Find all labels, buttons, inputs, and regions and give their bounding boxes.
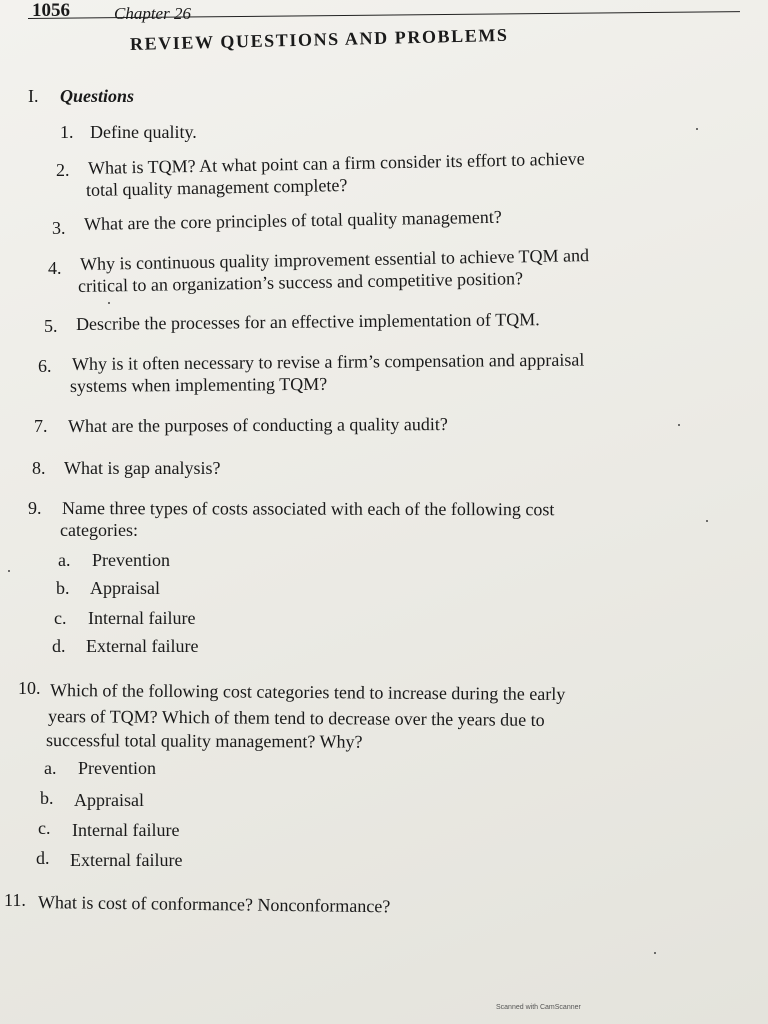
sub-item-letter: b. bbox=[56, 578, 70, 598]
sub-item-letter: c. bbox=[38, 818, 51, 838]
sub-item-text: External failure bbox=[70, 850, 183, 870]
sub-item-letter: c. bbox=[54, 608, 67, 628]
sub-item-text: Internal failure bbox=[72, 820, 180, 840]
sub-item-letter: a. bbox=[44, 758, 57, 778]
question-number: 4. bbox=[48, 258, 62, 278]
scan-speck bbox=[654, 952, 656, 954]
sub-item-letter: b. bbox=[40, 788, 54, 808]
sub-item-text: Prevention bbox=[92, 550, 170, 570]
question-text: What are the purposes of conducting a quality audit? bbox=[67, 414, 448, 436]
question-text: systems when implementing TQM? bbox=[69, 373, 328, 396]
scan-speck bbox=[696, 128, 698, 130]
question-text: Which of the following cost categories tend to increase during the early bbox=[49, 680, 566, 705]
question-number: 10. bbox=[18, 678, 41, 698]
section-numeral: I. bbox=[28, 86, 39, 106]
page-number: 1056 bbox=[32, 0, 70, 21]
question-text: What is TQM? At what point can a firm consider its effort to achieve bbox=[87, 148, 585, 178]
sub-item-text: External failure bbox=[86, 636, 199, 656]
question-text: Why is continuous quality improvement essential to achieve TQM and bbox=[79, 245, 590, 274]
question-text: What is cost of conformance? Nonconformance? bbox=[37, 892, 391, 917]
question-number: 3. bbox=[52, 218, 66, 238]
sub-item-text: Prevention bbox=[78, 758, 156, 778]
sub-item-text: Internal failure bbox=[88, 608, 196, 628]
sub-item-letter: a. bbox=[58, 550, 71, 570]
question-text: critical to an organization’s success and competitive position? bbox=[77, 268, 524, 296]
scan-speck bbox=[706, 520, 708, 522]
question-text: What are the core principles of total quality management? bbox=[83, 206, 502, 234]
scanner-watermark: Scanned with CamScanner bbox=[496, 1004, 581, 1011]
question-number: 9. bbox=[28, 498, 42, 518]
question-text: What is gap analysis? bbox=[64, 458, 221, 478]
section-heading bbox=[28, 86, 134, 107]
sub-item-text: Appraisal bbox=[74, 790, 144, 810]
section-title: Questions bbox=[60, 86, 135, 106]
sub-item-text: Appraisal bbox=[90, 578, 160, 598]
sub-item-letter: d. bbox=[36, 848, 50, 868]
question-text: categories: bbox=[60, 520, 138, 540]
question-text: successful total quality management? Why? bbox=[45, 730, 363, 752]
question-text: Why is it often necessary to revise a firm’s compensation and appraisal bbox=[71, 349, 585, 374]
question-number: 1. bbox=[60, 122, 74, 142]
question-number: 11. bbox=[4, 890, 26, 910]
question-number: 7. bbox=[34, 416, 48, 436]
running-head: Chapter 26 bbox=[114, 4, 191, 23]
question-text: years of TQM? Which of them tend to decrease over the years due to bbox=[47, 706, 545, 730]
question-text: Define quality. bbox=[90, 122, 197, 142]
question-text: Describe the processes for an effective implementation of TQM. bbox=[75, 309, 540, 334]
question-text: total quality management complete? bbox=[85, 174, 348, 200]
question-number: 5. bbox=[44, 316, 58, 336]
sub-item-letter: d. bbox=[52, 636, 66, 656]
scan-speck bbox=[108, 302, 110, 304]
question-number: 8. bbox=[32, 458, 46, 478]
page-title: REVIEW QUESTIONS AND PROBLEMS bbox=[129, 24, 509, 54]
scan-speck bbox=[8, 570, 10, 572]
question-text: Name three types of costs associated with each of the following cost bbox=[61, 498, 555, 520]
question-number: 6. bbox=[38, 356, 52, 376]
scan-speck bbox=[678, 424, 680, 426]
question-number: 2. bbox=[56, 160, 70, 180]
